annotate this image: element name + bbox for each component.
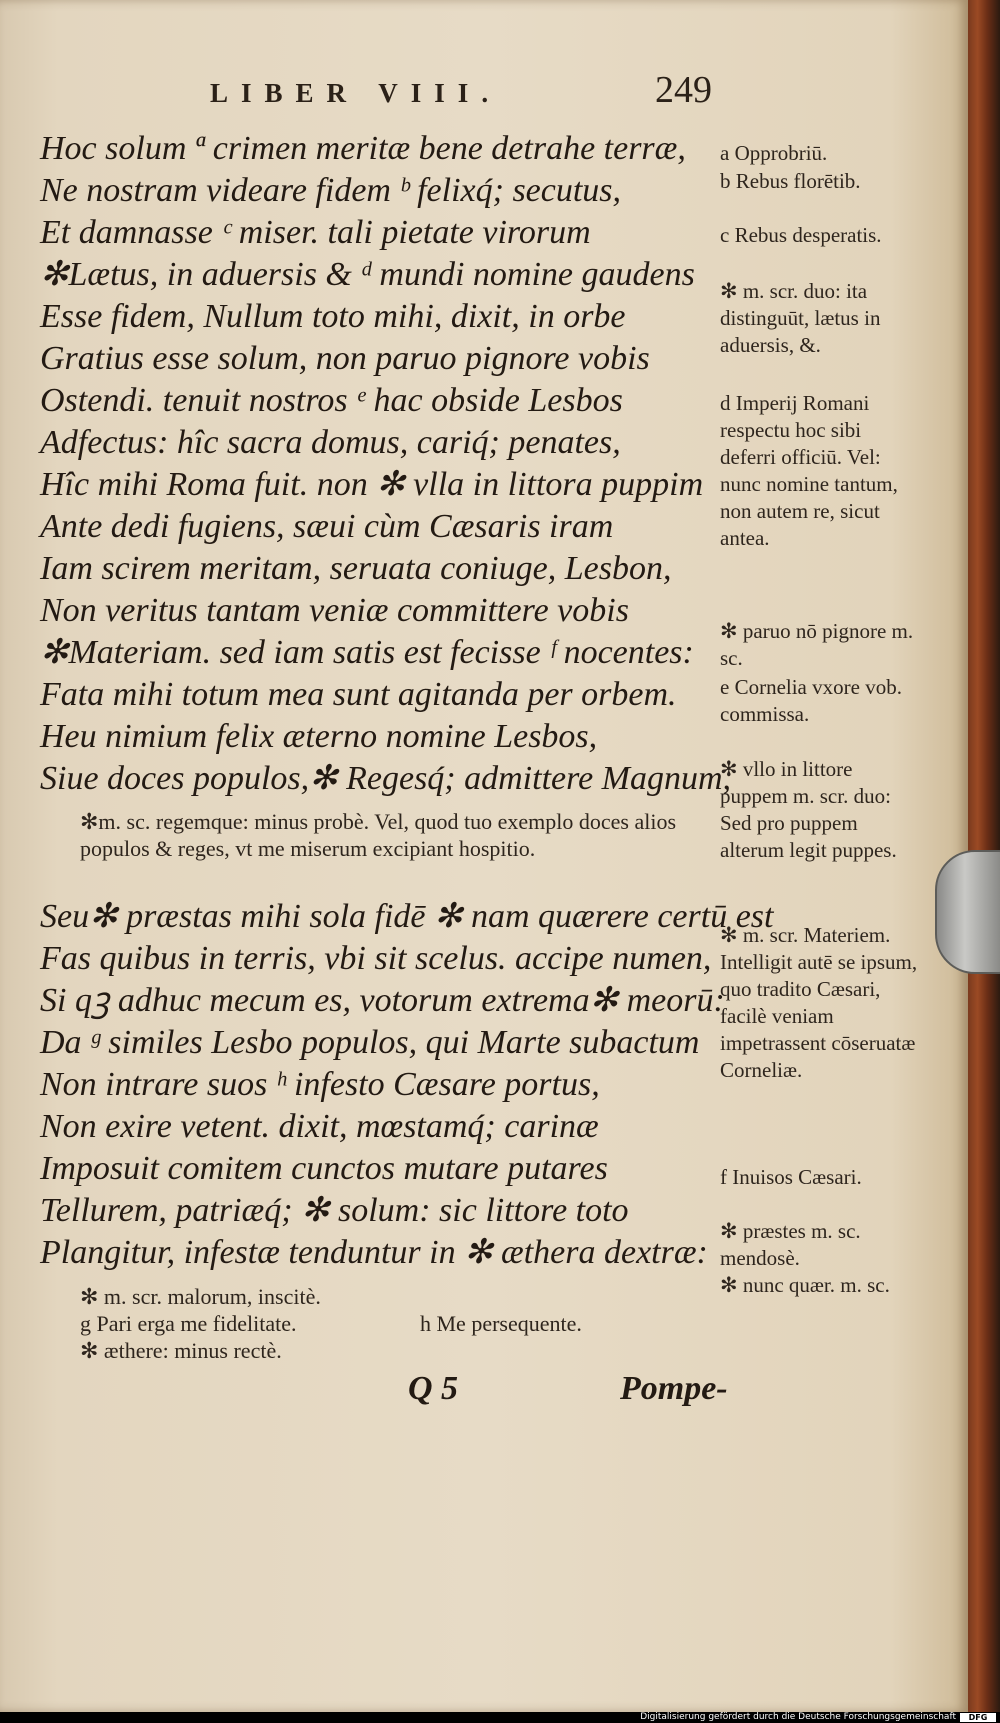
verse-line: Heu nimium felix æterno nomine Lesbos, bbox=[40, 718, 598, 755]
margin-note: f Inuisos Cæsari. bbox=[720, 1165, 862, 1189]
dfg-logo-icon: DFG bbox=[960, 1713, 996, 1722]
footer-credit: Digitalisierung gefördert durch die Deutsche Forschungsgemeinschaft bbox=[640, 1712, 956, 1722]
margin-note: e Cornelia vxore vob. commissa. bbox=[720, 675, 902, 726]
clasp-icon bbox=[935, 850, 1000, 974]
verse-line: Hoc solum ª crimen meritæ bene detrahe terræ, bbox=[40, 130, 686, 167]
verse-line: ✻Materiam. sed iam satis est fecisse ᶠ nocentes: bbox=[40, 634, 694, 671]
verse-line: Hîc mihi Roma fuit. non ✻ vlla in littora puppim bbox=[40, 466, 704, 503]
verse-line: Si qꝫ adhuc mecum es, votorum extrema✻ meorū: bbox=[40, 982, 725, 1019]
verse-line: Ostendi. tenuit nostros ᵉ hac obside Lesbos bbox=[40, 382, 623, 419]
inline-note: ✻m. sc. regemque: minus probè. Vel, quod tuo exemplo doces alios populos & reges, vt me miserum excipiant hospitio. bbox=[80, 809, 677, 861]
verse-line: Iam scirem meritam, seruata coniuge, Lesbon, bbox=[40, 550, 672, 587]
margin-note: ✻ præstes m. sc. mendosè. bbox=[720, 1219, 861, 1270]
verse-line: Esse fidem, Nullum toto mihi, dixit, in orbe bbox=[40, 298, 626, 335]
catchword: Pompe- bbox=[620, 1370, 728, 1407]
margin-note: ✻ m. scr. duo: ita distinguūt, lætus in aduersis, &. bbox=[720, 279, 881, 357]
margin-note: c Rebus desperatis. bbox=[720, 223, 882, 247]
bottom-note: ✻ m. scr. malorum, inscitè. bbox=[80, 1284, 321, 1309]
verse-line: Ante dedi fugiens, sæui cùm Cæsaris iram bbox=[40, 508, 614, 545]
signature-mark: Q 5 bbox=[408, 1370, 459, 1407]
verse-line: ✻Lætus, in aduersis & ᵈ mundi nomine gaudens bbox=[40, 256, 695, 293]
verse-line: Gratius esse solum, non paruo pignore vobis bbox=[40, 340, 650, 377]
bottom-note: h Me persequente. bbox=[420, 1311, 582, 1336]
verse-line: Non intrare suos ʰ infesto Cæsare portus, bbox=[40, 1066, 600, 1103]
verse-line: Tellurem, patriæq́; ✻ solum: sic littore toto bbox=[40, 1192, 629, 1229]
bottom-note: ✻ æthere: minus rectè. bbox=[80, 1338, 282, 1363]
margin-note: ✻ nunc quær. m. sc. bbox=[720, 1273, 890, 1297]
running-title: LIBER VIII. bbox=[210, 78, 502, 108]
verse-line: Non exire vetent. dixit, mœstamq́; carinæ bbox=[40, 1108, 599, 1145]
verse-line: Plangitur, infestæ tenduntur in ✻ æthera dextræ: bbox=[40, 1234, 708, 1271]
page-number: 249 bbox=[655, 69, 712, 111]
margin-note: ✻ vllo in littore puppem m. scr. duo: Sed pro puppem alterum legit puppes. bbox=[720, 757, 897, 862]
verse-line: Seu✻ præstas mihi sola fidē ✻ nam quærere certū est bbox=[40, 898, 774, 935]
verse-line: Fata mihi totum mea sunt agitanda per orbem. bbox=[40, 676, 677, 713]
margin-note: d Imperij Romani respectu hoc sibi deferri officiū. Vel: nunc nomine tantum, non autem re, sicut antea. bbox=[720, 391, 898, 550]
verse-line: Da ᵍ similes Lesbo populos, qui Marte subactum bbox=[40, 1024, 700, 1061]
margin-note: ✻ paruo nō pignore m. sc. bbox=[720, 619, 914, 670]
verse-line: Siue doces populos,✻ Regesq́; admittere Magnum, bbox=[40, 760, 732, 797]
verse-line: Adfectus: hîc sacra domus, cariq́; penates, bbox=[40, 424, 621, 461]
verse-line: Ne nostram videare fidem ᵇ felixq́; secutus, bbox=[40, 172, 622, 209]
bottom-note: g Pari erga me fidelitate. bbox=[80, 1311, 297, 1336]
verse-line: Fas quibus in terris, vbi sit scelus. accipe numen, bbox=[40, 940, 712, 977]
verse-line: Et damnasse ᶜ miser. tali pietate virorum bbox=[40, 214, 591, 251]
verse-line: Non veritus tantam veniæ committere vobis bbox=[40, 592, 629, 629]
margin-note: b Rebus florētib. bbox=[720, 169, 861, 193]
margin-note: ✻ m. scr. Materiem. Intelligit autē se ipsum, quo tradito Cæsari, facilè veniam impetrassent cōseruatæ Corneliæ. bbox=[720, 923, 918, 1082]
verse-line: Imposuit comitem cunctos mutare putares bbox=[40, 1150, 608, 1187]
margin-note: a Opprobriū. bbox=[720, 141, 828, 165]
